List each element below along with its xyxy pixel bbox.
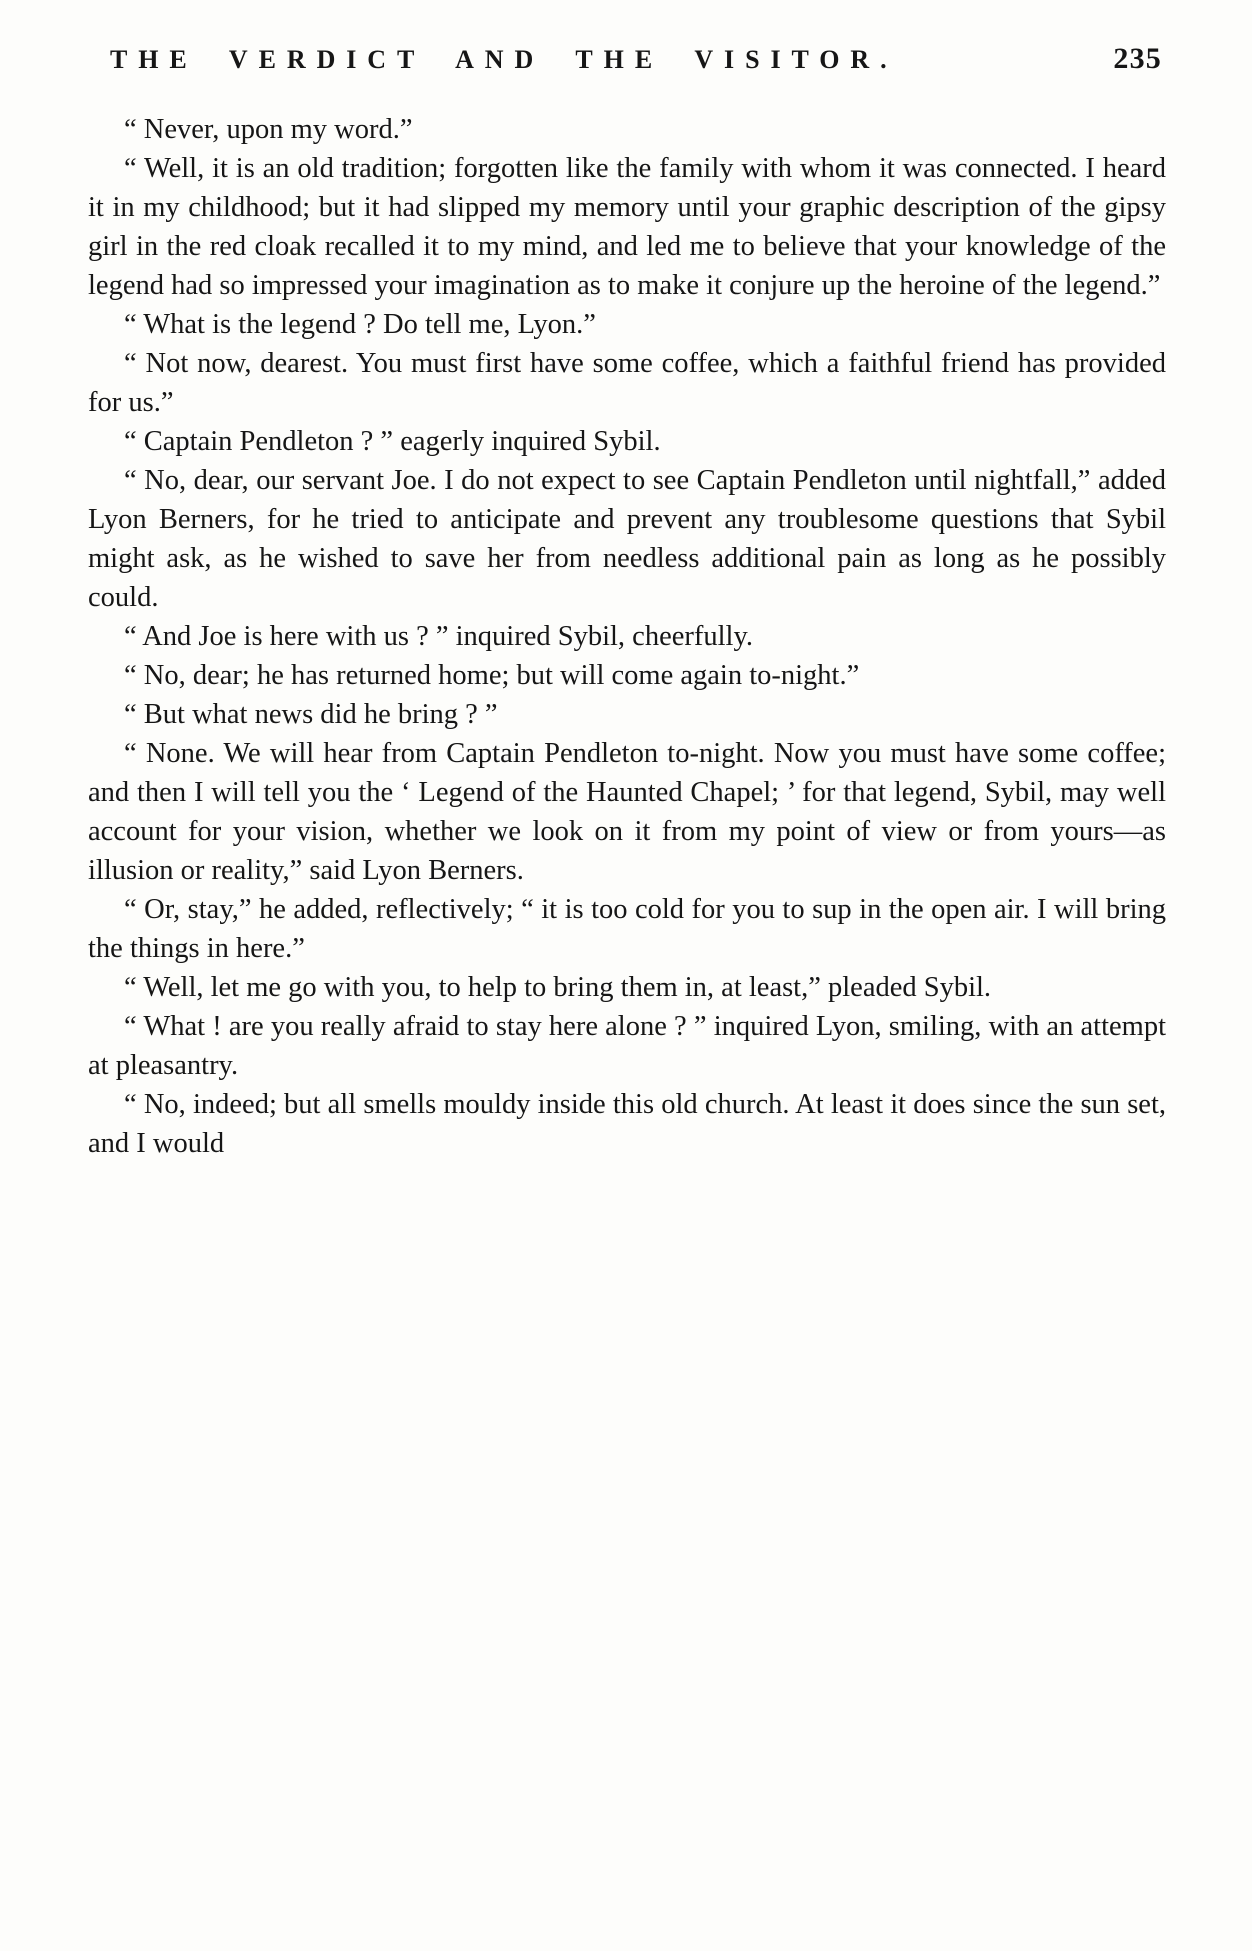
page-header [88, 42, 1166, 76]
paragraph: “ What ! are you really afraid to stay here alone ? ” inquired Lyon, smiling, with an attempt at pleasantry. [88, 1011, 1166, 1081]
paragraph: “ No, dear; he has returned home; but will come again to-night.” [124, 660, 860, 691]
page-number: 235 [1113, 42, 1162, 75]
paragraph: “ Not now, dearest. You must first have some coffee, which a faithful friend has provided for us.” [88, 348, 1166, 418]
page-body [88, 110, 1166, 1163]
paragraph: “ No, dear, our servant Joe. I do not expect to see Captain Pendleton until nightfall,” added Lyon Berners, for he tried to anticipate and prevent any troublesome questions that Sybil might ask, as he wished to save her from needless additional pain as long as he possibly could. [88, 465, 1166, 613]
paragraph: “ But what news did he bring ? ” [124, 699, 498, 730]
paragraph: “ And Joe is here with us ? ” inquired Sybil, cheerfully. [124, 621, 753, 652]
paragraph: “ Well, let me go with you, to help to bring them in, at least,” pleaded Sybil. [124, 972, 992, 1003]
paragraph: “ Well, it is an old tradition; forgotten like the family with whom it was connected. I heard it in my childhood; but it had slipped my memory until your graphic description of the gipsy girl in the red cloak recalled it to my mind, and led me to believe that your knowledge of the legend had so impressed your imagination as to make it conjure up the heroine of the legend.” [88, 153, 1166, 301]
running-title: THE VERDICT AND THE VISITOR. [110, 45, 898, 74]
paragraph: “ Or, stay,” he added, reflectively; “ it is too cold for you to sup in the open air. I will bring the things in here.” [88, 894, 1166, 964]
paragraph: “ What is the legend ? Do tell me, Lyon.” [124, 309, 596, 340]
paragraph: “ No, indeed; but all smells mouldy inside this old church. At least it does since the sun set, and I would [88, 1089, 1166, 1159]
paragraph: “ Never, upon my word.” [124, 114, 413, 145]
paragraph: “ None. We will hear from Captain Pendleton to-night. Now you must have some coffee; and then I will tell you the ‘ Legend of the Haunted Chapel; ’ for that legend, Sybil, may well account for your vision, whether we look on it from my point of view or from yours—as illusion or reality,” said Lyon Berners. [88, 738, 1166, 886]
paragraph: “ Captain Pendleton ? ” eagerly inquired Sybil. [124, 426, 661, 457]
